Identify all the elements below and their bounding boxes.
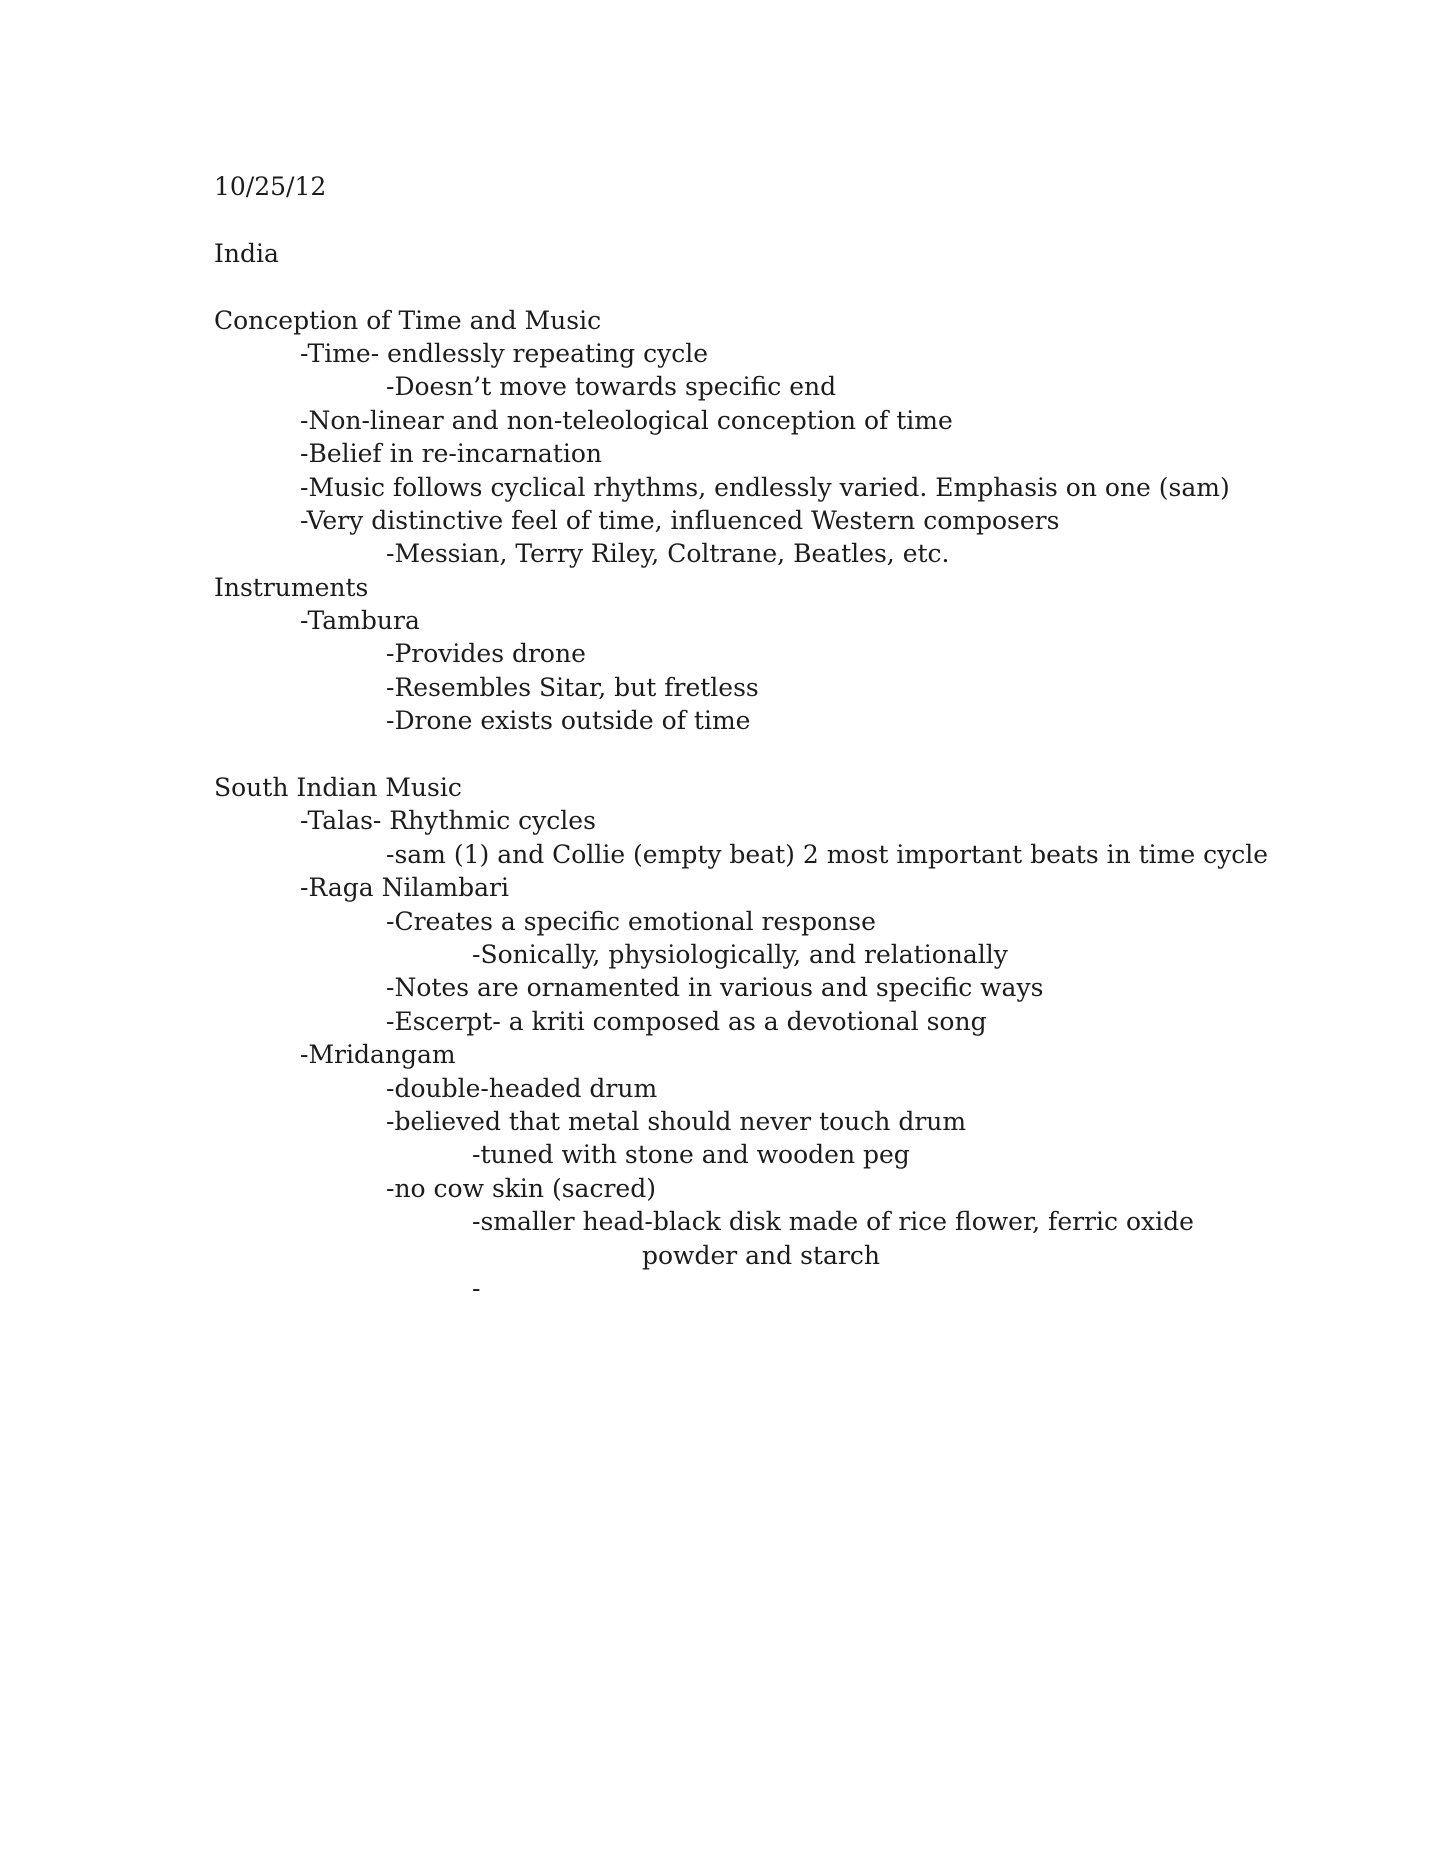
note-line: -believed that metal should never touch drum <box>386 1106 967 1136</box>
blank-line <box>214 270 1314 303</box>
note-line: -Doesn’t move towards specific end <box>386 372 837 402</box>
note-line: -smaller head-black disk made of rice flower, ferric oxide <box>472 1207 1194 1237</box>
note-line: -Creates a specific emotional response <box>386 906 876 936</box>
note-line: -Time- endlessly repeating cycle <box>300 338 708 368</box>
note-line: -Sonically, physiologically, and relationally <box>472 939 1008 969</box>
document-body <box>214 170 1314 1305</box>
note-line: -Drone exists outside of time <box>386 706 751 736</box>
note-line: -Music follows cyclical rhythms, endlessly varied. Emphasis on one (sam) <box>300 472 1230 502</box>
section-heading-south-indian-music: South Indian Music <box>214 773 462 803</box>
note-line: -Mridangam <box>300 1040 456 1070</box>
note-line: -Notes are ornamented in various and specific ways <box>386 973 1044 1003</box>
note-line-continuation: powder and starch <box>642 1240 880 1270</box>
section-heading-time: Conception of Time and Music <box>214 305 602 335</box>
note-line: -Talas- Rhythmic cycles <box>300 806 596 836</box>
blank-line <box>214 203 1314 236</box>
blank-line <box>214 738 1314 771</box>
note-line: -tuned with stone and wooden peg <box>472 1140 910 1170</box>
note-line: -Tambura <box>300 606 420 636</box>
note-line: -no cow skin (sacred) <box>386 1173 656 1203</box>
note-line: -Non-linear and non-teleological conception of time <box>300 405 953 435</box>
section-heading-instruments: Instruments <box>214 572 369 602</box>
note-line: -Raga Nilambari <box>300 873 509 903</box>
note-line: -Belief in re-incarnation <box>300 439 602 469</box>
note-line: -Provides drone <box>386 639 586 669</box>
note-line-empty-bullet: - <box>472 1273 481 1303</box>
note-line: -Very distinctive feel of time, influenced Western composers <box>300 505 1060 535</box>
note-line: -double-headed drum <box>386 1073 658 1103</box>
date-line: 10/25/12 <box>214 172 327 201</box>
note-line: -Escerpt- a kriti composed as a devotional song <box>386 1006 987 1036</box>
country-heading: India <box>214 238 279 268</box>
note-line: -Messian, Terry Riley, Coltrane, Beatles, etc. <box>386 539 950 569</box>
note-line: -sam (1) and Collie (empty beat) 2 most important beats in time cycle <box>386 839 1269 869</box>
note-line: -Resembles Sitar, but fretless <box>386 672 759 702</box>
